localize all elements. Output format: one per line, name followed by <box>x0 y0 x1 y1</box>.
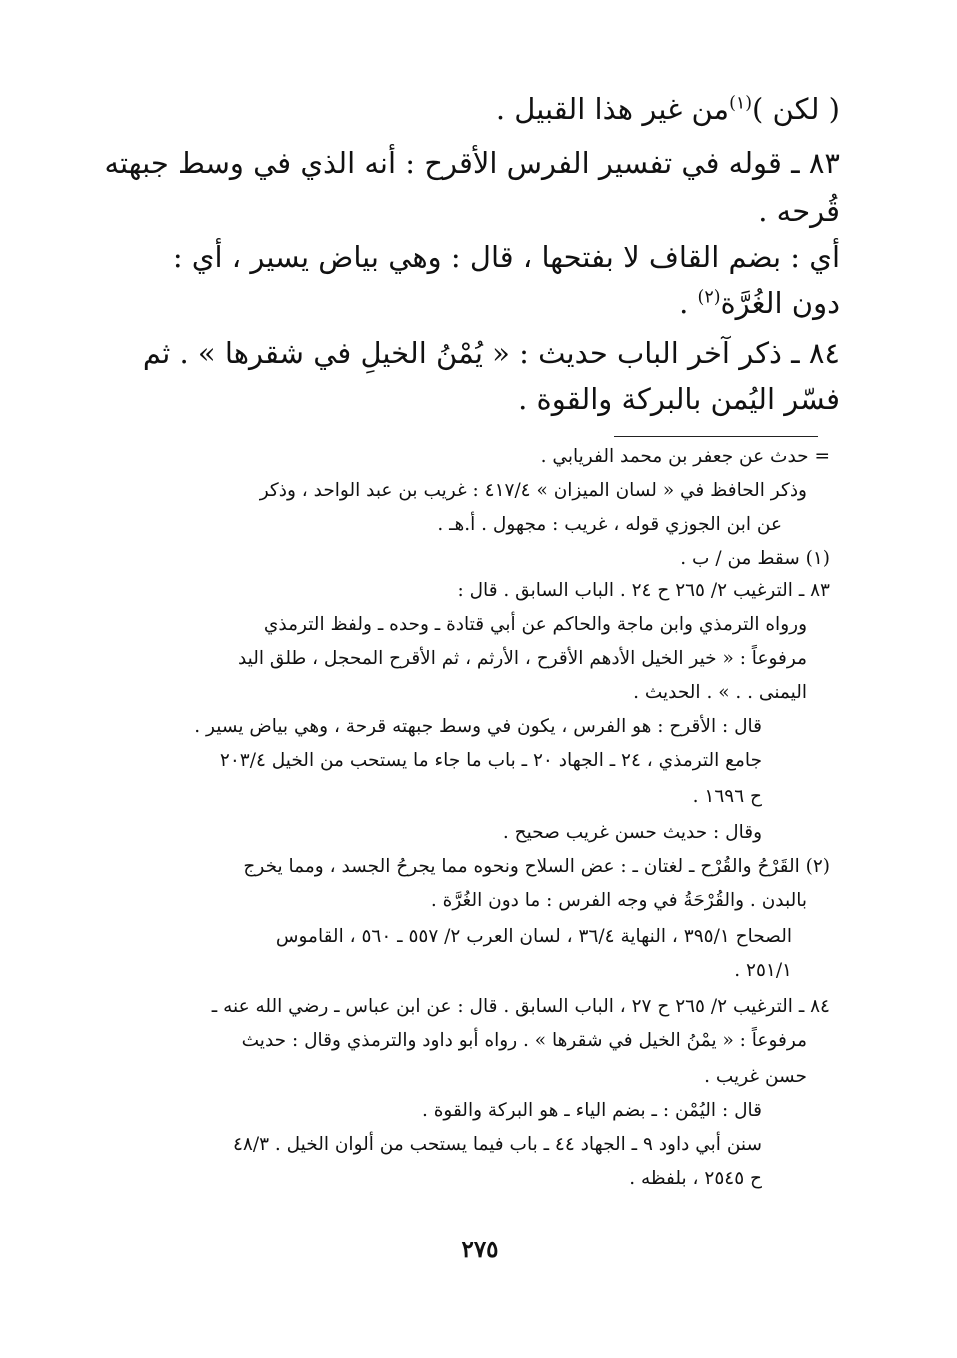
main-text-line-7: فسّر اليُمن بالبركة والقوة . <box>518 382 840 416</box>
main-text-fragment: . <box>679 286 698 320</box>
footnote-line: مرفوعاً : « خير الخيل الأدهم الأقرح ، الأرثم ، ثم الأقرح المحجل ، طلق اليد <box>237 648 807 669</box>
footnote-line: جامع الترمذي ، ٢٤ ـ الجهاد ٢٠ ـ باب ما جاء ما يستحب من الخيل ٢٠٣/٤ <box>219 750 762 771</box>
page-number: ٢٧٥ <box>461 1236 499 1263</box>
footnote-line: ح ١٦٩٦ . <box>692 786 762 807</box>
main-text-line-6: ٨٤ ـ ذكر آخر الباب حديث : « يُمْنُ الخيلِ في شقرها » . ثم <box>142 336 840 370</box>
footnote-line: سنن أبي داود ٩ ـ الجهاد ٤٤ ـ باب فيما يستحب من ألوان الخيل . ٤٨/٣ <box>232 1134 762 1155</box>
footnote-line: = حدث عن جعفر بن محمد الفريابي . <box>540 446 830 467</box>
footnote-line: قال : اليُمْن : ـ بضم الياء ـ هو البركة والقوة . <box>421 1100 762 1121</box>
main-text-line-4: أي : بضم القاف لا بفتحها ، قال : وهي بياض يسير ، أي : <box>172 240 840 274</box>
footnote-line: الصحاح ٣٩٥/١ ، النهاية ٣٦/٤ ، لسان العرب ٢/ ٥٥٧ ـ ٥٦٠ ، القاموس <box>275 926 792 947</box>
footnote-line: ح ٢٥٤٥ ، بلفظه . <box>629 1168 762 1189</box>
footnote-line: ٨٤ ـ الترغيب ٢/ ٢٦٥ ح ٢٧ ، الباب السابق . قال : عن ابن عباس ـ رضي الله عنه ـ <box>211 996 830 1017</box>
main-text-line-2: ٨٣ ـ قوله في تفسير الفرس الأقرح : أنه الذي في وسط جبهته <box>104 146 840 180</box>
footnote-line: عن ابن الجوزي قوله ، غريب : مجهول . أ.هـ . <box>437 514 782 535</box>
footnote-line: (٢) القَرْحُ والقُرْح ـ لغتان ـ : عض السلاح ونحوه مما يجرحُ الجسد ، ومما يخرج <box>243 856 830 877</box>
footnote-line: بالبدن . والقُرْحَةُ في وجه الفرس : ما دون الغُرَّة . <box>430 890 807 911</box>
footnote-line: اليمنى . . » . الحديث . <box>633 682 807 703</box>
main-text-fragment: من غير هذا القبيل . <box>495 92 730 126</box>
footnote-separator <box>614 436 818 437</box>
footnote-line: ٢٥١/١ . <box>734 960 792 981</box>
footnote-line: (١) سقط من / ب . <box>680 548 830 569</box>
main-text-line-1 <box>120 92 840 126</box>
footnote-ref-1: (١) <box>729 93 752 114</box>
main-text-line-5 <box>120 286 840 320</box>
footnote-line: ٨٣ ـ الترغيب ٢/ ٢٦٥ ح ٢٤ . الباب السابق . قال : <box>457 580 830 601</box>
main-text-fragment: ( لكن ) <box>752 92 840 126</box>
main-text-line-3: قُرحه . <box>758 194 840 228</box>
footnote-line: مرفوعاً : « يمْنُ الخيل في شقرها » . رواه أبو داود والترمذي وقال : حديث <box>241 1030 807 1051</box>
main-text-fragment: دون الغُرَّة <box>720 286 840 320</box>
footnote-line: وقال : حديث حسن غريب صحيح . <box>502 822 762 843</box>
footnote-line: قال : الأقرح : هو الفرس ، يكون في وسط جبهته قرحة ، وهي بياض يسير . <box>194 716 762 737</box>
footnote-line: حسن غريب . <box>704 1066 807 1087</box>
footnote-ref-2: (٢) <box>697 287 721 308</box>
footnote-line: وذكر الحافظ في « لسان الميزان » ٤١٧/٤ : غريب بن عبد الواحد ، وذكر <box>259 480 807 501</box>
footnote-line: ورواه الترمذي وابن ماجة والحاكم عن أبي قتادة ـ وحده ـ ولفظ الترمذي <box>263 614 807 635</box>
